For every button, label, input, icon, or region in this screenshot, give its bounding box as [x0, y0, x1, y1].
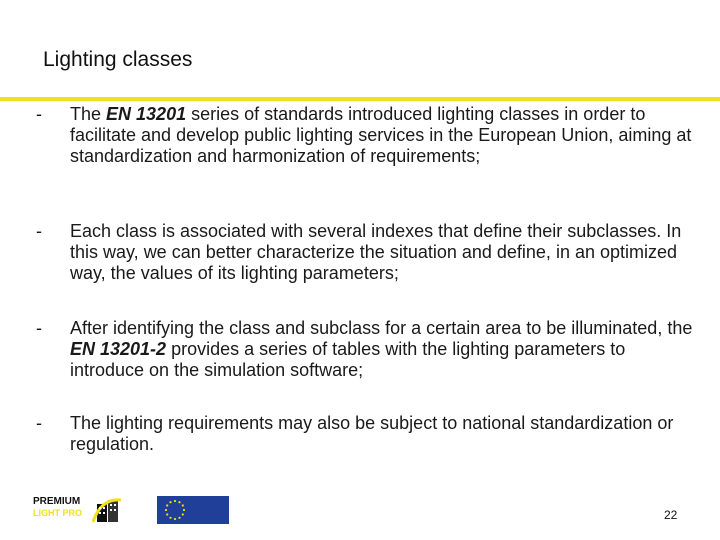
premium-light-pro-logo — [33, 494, 125, 526]
bullet-text — [70, 413, 695, 455]
bullet-text-segment: The lighting requirements may also be subject to national standardization or regulation. — [70, 413, 674, 454]
bullet-text — [70, 221, 695, 284]
logo-text: LIGHT PRO — [33, 508, 82, 518]
bullet-text-segment: provides a series of tables with the lighting parameters to introduce on the simulation software; — [70, 339, 626, 380]
logo-text: PREMIUM — [33, 496, 81, 507]
bullet-text — [70, 104, 695, 167]
standard-reference: EN 13201 — [106, 104, 187, 124]
bullet-text-segment: series of standards introduced lighting classes in order to facilitate and develop public lighting services in the European Union, aiming at standardization and harmonization of requirements; — [70, 104, 692, 166]
bullet-marker: - — [36, 318, 42, 338]
bullet-text-segment: The — [70, 104, 107, 124]
standard-reference: EN 13201-2 — [70, 339, 167, 359]
bullet-text-segment: After identifying the class and subclass for a certain area to be illuminated, the — [70, 318, 693, 338]
bullet-text — [70, 318, 695, 381]
bullet-text-segment: Each class is associated with several indexes that define their subclasses. In this way, we can better characterize the situation and define, in an optimized way, the values of its lighting parameters; — [70, 221, 682, 283]
building-icon — [91, 496, 123, 524]
bullet-marker: - — [36, 104, 42, 124]
bullet-marker: - — [36, 221, 42, 241]
page-number: 22 — [664, 508, 678, 522]
title-divider — [0, 97, 720, 101]
page-title: Lighting classes — [43, 48, 193, 71]
eu-flag-logo — [157, 496, 229, 524]
bullet-marker: - — [36, 413, 42, 433]
eu-stars-icon — [163, 498, 187, 522]
